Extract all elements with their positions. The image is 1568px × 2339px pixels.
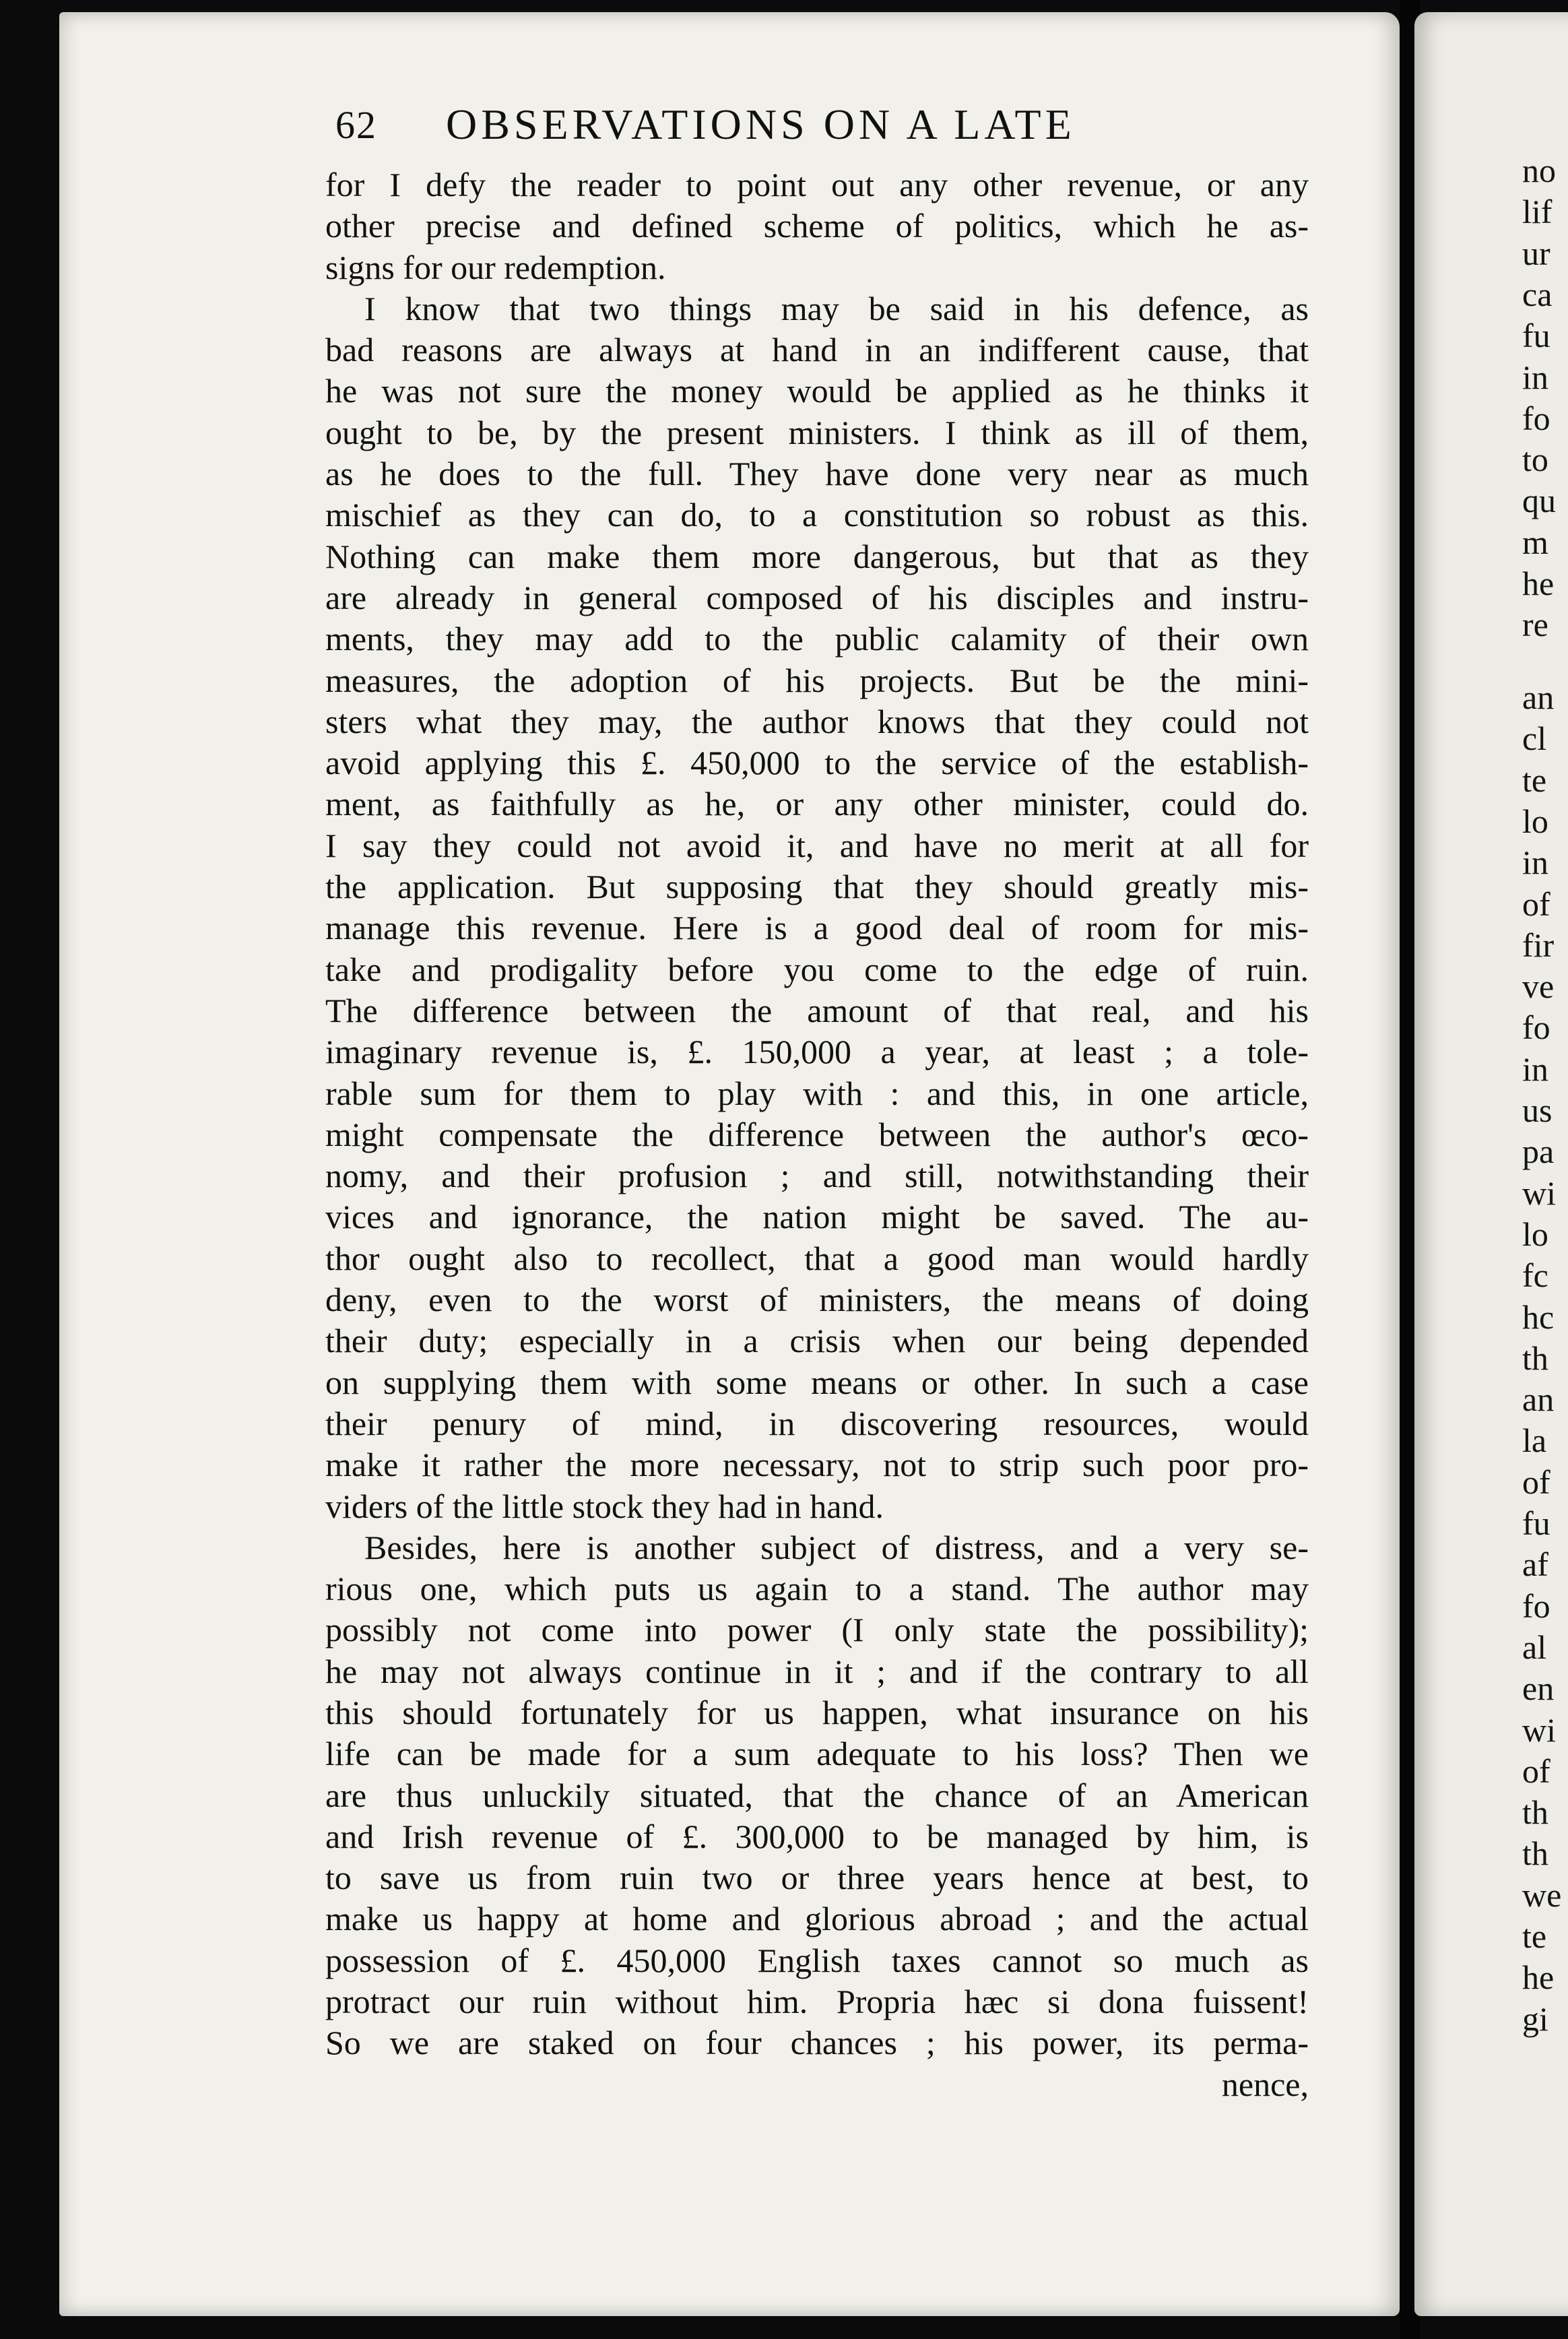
- facing-page-fragment: m: [1522, 523, 1548, 561]
- facing-page-fragment: wi: [1522, 1174, 1556, 1212]
- facing-page-edge: [1414, 12, 1568, 2316]
- text-line: protract our ruin without him. Propria hæc si dona fuissent!: [325, 1983, 1309, 2021]
- text-line: he was not sure the money would be applied as he thinks it: [325, 372, 1309, 410]
- text-line: sters what they may, the author knows that they could not: [325, 702, 1309, 740]
- text-line: make us happy at home and glorious abroad ; and the actual: [325, 1900, 1309, 1938]
- facing-page-fragment: ur: [1522, 234, 1550, 272]
- facing-page-fragment: en: [1522, 1669, 1555, 1708]
- text-line: rable sum for them to play with : and this, in one article,: [325, 1074, 1309, 1112]
- facing-page-fragment: fc: [1522, 1256, 1548, 1295]
- facing-page-fragment: th: [1522, 1793, 1548, 1832]
- facing-page-fragment: he: [1522, 1958, 1555, 1997]
- text-line: imaginary revenue is, £. 150,000 a year, at least ; a tole-: [325, 1033, 1309, 1071]
- text-line: signs for our redemption.: [325, 248, 666, 286]
- running-head-title: OBSERVATIONS ON A LATE: [446, 100, 1076, 148]
- text-line: their penury of mind, in discovering resources, would: [325, 1404, 1309, 1442]
- text-line: possibly not come into power (I only state the possibility);: [325, 1611, 1309, 1649]
- facing-page-fragment: re: [1522, 606, 1548, 644]
- facing-page-fragment: th: [1522, 1339, 1548, 1377]
- facing-page-fragment: in: [1522, 843, 1548, 882]
- text-line: on supplying them with some means or other. In such a case: [325, 1363, 1309, 1401]
- facing-page-fragment: lo: [1522, 1215, 1548, 1253]
- facing-page-fragment: fu: [1522, 1504, 1550, 1542]
- text-line: deny, even to the worst of ministers, the means of doing: [325, 1281, 1309, 1319]
- facing-page-fragment: he: [1522, 565, 1555, 602]
- facing-page-fragment: fo: [1522, 1008, 1550, 1047]
- text-line: I know that two things may be said in his defence, as: [364, 289, 1309, 327]
- facing-page-fragment: wi: [1522, 1710, 1556, 1749]
- text-line: viders of the little stock they had in hand.: [325, 1487, 884, 1525]
- text-line: rious one, which puts us again to a stand. The author may: [325, 1570, 1309, 1608]
- facing-page-fragment: fo: [1522, 1587, 1550, 1625]
- facing-page-fragment: cl: [1522, 719, 1547, 758]
- facing-page-fragment: no: [1522, 152, 1556, 189]
- text-line: mischief as they can do, to a constitution so robust as this.: [325, 496, 1309, 534]
- facing-page-fragment: te: [1522, 1917, 1547, 1955]
- text-line: bad reasons are always at hand in an indifferent cause, that: [325, 331, 1309, 369]
- facing-page-fragment: al: [1522, 1628, 1547, 1666]
- text-line: their duty; especially in a crisis when our being depended: [325, 1322, 1309, 1360]
- facing-page-fragment: af: [1522, 1545, 1548, 1584]
- book-page: [59, 12, 1400, 2316]
- text-line: for I defy the reader to point out any other revenue, or any: [325, 166, 1309, 203]
- text-line: life can be made for a sum adequate to his loss? Then we: [325, 1735, 1309, 1773]
- text-line: take and prodigality before you come to the edge of ruin.: [325, 950, 1309, 988]
- facing-page-fragment: fu: [1522, 317, 1550, 355]
- text-line: and Irish revenue of £. 300,000 to be managed by him, is: [325, 1817, 1309, 1855]
- facing-page-fragment: we: [1522, 1876, 1562, 1914]
- text-line: the application. But supposing that they should greatly mis-: [325, 868, 1309, 906]
- text-line: vices and ignorance, the nation might be saved. The au-: [325, 1198, 1309, 1236]
- text-line: this should fortunately for us happen, what insurance on his: [325, 1693, 1309, 1731]
- text-line: possession of £. 450,000 English taxes cannot so much as: [325, 1941, 1309, 1979]
- text-line: manage this revenue. Here is a good deal of room for mis-: [325, 909, 1309, 947]
- facing-page-fragment: ca: [1522, 275, 1553, 313]
- text-line: ment, as faithfully as he, or any other minister, could do.: [325, 785, 1309, 823]
- facing-page-fragment: fir: [1522, 926, 1555, 964]
- page-number: 62: [335, 103, 377, 147]
- running-head: [276, 94, 1307, 155]
- facing-page-fragment: of: [1522, 1463, 1550, 1501]
- text-line: as he does to the full. They have done very near as much: [325, 455, 1309, 493]
- text-line: Besides, here is another subject of distress, and a very se-: [364, 1528, 1309, 1566]
- text-line: ought to be, by the present ministers. I think as ill of them,: [325, 413, 1309, 451]
- facing-page-fragment: la: [1522, 1421, 1547, 1460]
- text-line: measures, the adoption of his projects. But be the mini-: [325, 661, 1309, 699]
- text-line: So we are staked on four chances ; his power, its perma-: [325, 2024, 1309, 2062]
- facing-page-fragment: lo: [1522, 802, 1548, 840]
- text-line: nence,: [1221, 2065, 1309, 2103]
- text-line: nomy, and their profusion ; and still, notwithstanding their: [325, 1157, 1309, 1195]
- text-line: thor ought also to recollect, that a good man would hardly: [325, 1239, 1309, 1277]
- facing-page-fragment: of: [1522, 1752, 1550, 1790]
- text-line: he may not always continue in it ; and if the contrary to all: [325, 1652, 1309, 1690]
- facing-page-fragment: in: [1522, 358, 1548, 396]
- text-line: other precise and defined scheme of politics, which he as-: [325, 207, 1309, 245]
- facing-page-fragment: te: [1522, 761, 1547, 799]
- facing-page-fragment: lif: [1522, 193, 1553, 231]
- text-line: ments, they may add to the public calamity of their own: [325, 620, 1309, 658]
- facing-page-fragment: hc: [1522, 1297, 1555, 1336]
- facing-page-fragment: an: [1522, 1380, 1555, 1419]
- facing-page-fragment: ve: [1522, 967, 1555, 1006]
- facing-page-fragment: to: [1522, 441, 1548, 479]
- text-line: might compensate the difference between the author's œco-: [325, 1115, 1309, 1153]
- text-line: to save us from ruin two or three years hence at best, to: [325, 1859, 1309, 1897]
- facing-page-fragment: of: [1522, 885, 1550, 923]
- text-line: The difference between the amount of that real, and his: [325, 991, 1309, 1029]
- facing-page-fragment: an: [1522, 678, 1555, 716]
- body-text: [325, 164, 1309, 2239]
- facing-page-fragment: th: [1522, 1834, 1548, 1873]
- facing-page-fragment: gi: [1522, 1999, 1548, 2038]
- text-line: are already in general composed of his disciples and instru-: [325, 578, 1309, 616]
- facing-page-fragment: us: [1522, 1091, 1553, 1129]
- facing-page-fragment: fo: [1522, 399, 1550, 437]
- text-line: Nothing can make them more dangerous, but that as they: [325, 537, 1309, 575]
- facing-page-fragment: in: [1522, 1050, 1548, 1088]
- text-line: I say they could not avoid it, and have no merit at all for: [325, 826, 1309, 864]
- facing-page-fragment: pa: [1522, 1132, 1555, 1171]
- text-line: make it rather the more necessary, not to strip such poor pro-: [325, 1446, 1309, 1484]
- text-line: avoid applying this £. 450,000 to the service of the establish-: [325, 744, 1309, 782]
- text-line: are thus unluckily situated, that the chance of an American: [325, 1776, 1309, 1814]
- facing-page-fragment: qu: [1522, 482, 1556, 520]
